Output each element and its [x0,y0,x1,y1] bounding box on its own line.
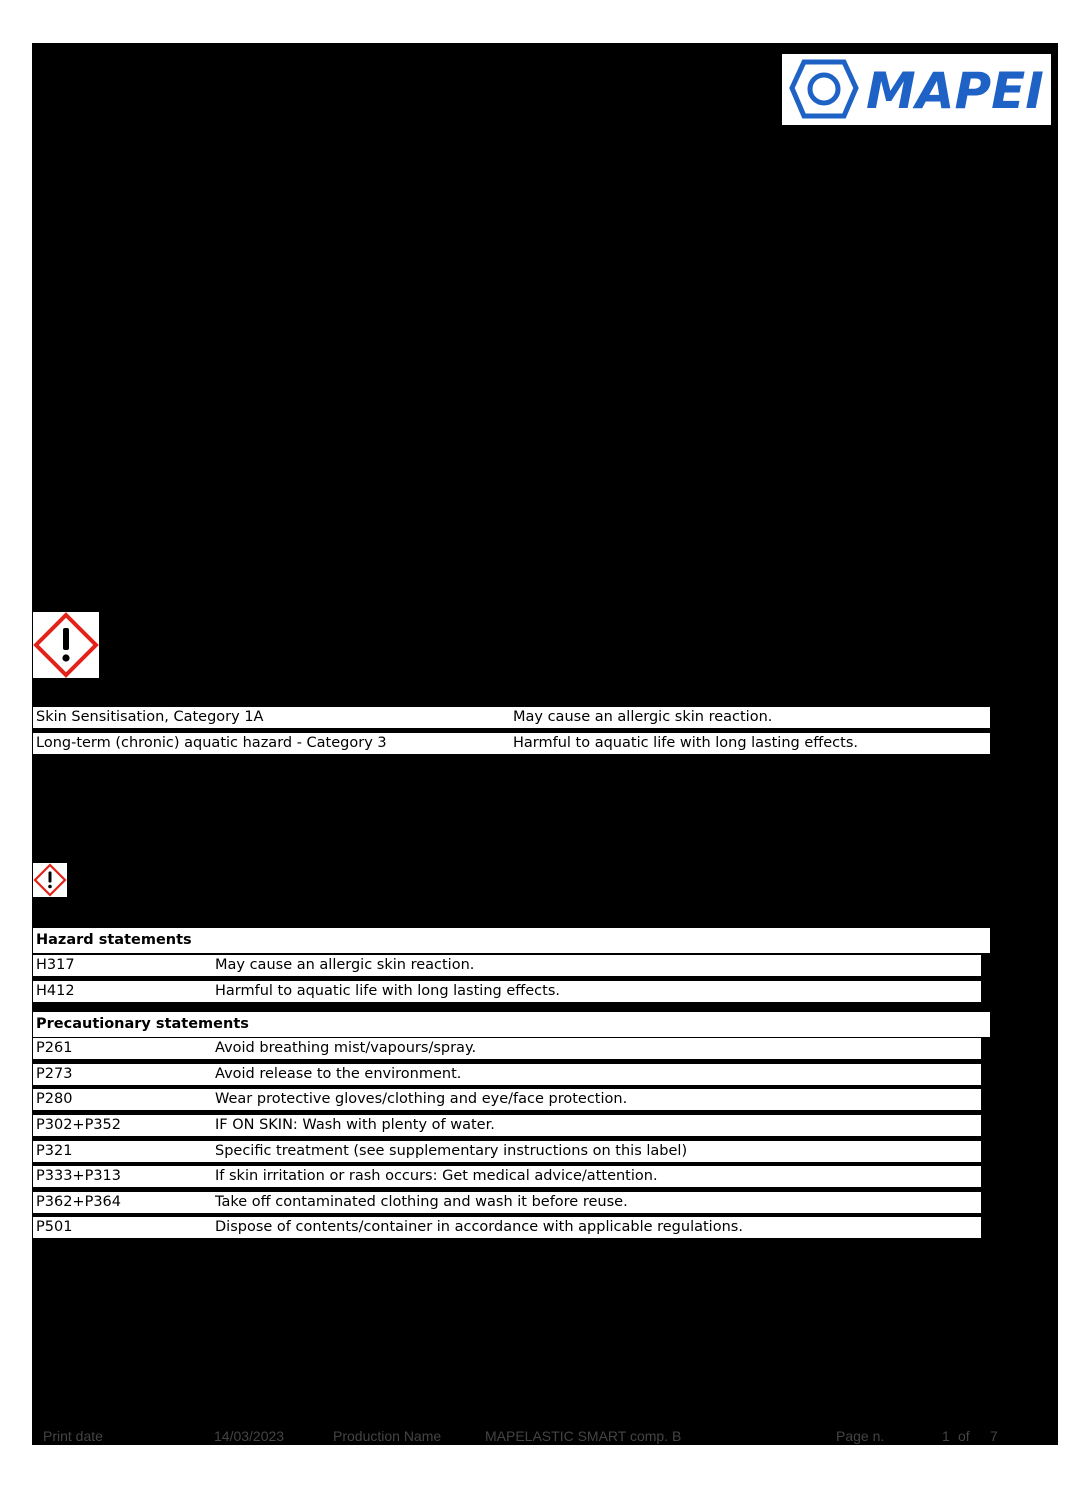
footer-page-of: of [958,1428,970,1444]
footer-page-total: 7 [990,1428,998,1444]
hazard-row [33,981,981,1002]
precautionary-text: Dispose of contents/container in accordance with applicable regulations. [215,1219,743,1235]
footer-page-number: 1 [942,1428,950,1444]
precautionary-text: Wear protective gloves/clothing and eye/face protection. [215,1091,628,1107]
precautionary-text: Specific treatment (see supplementary instructions on this label) [215,1143,688,1159]
hazard-pictogram-small [33,863,67,897]
classification-row [33,707,990,728]
footer-page-label: Page n. [836,1428,885,1444]
exclamation-icon [33,863,67,897]
classification-statement: May cause an allergic skin reaction. [513,709,773,725]
classification-statement: Harmful to aquatic life with long lasting effects. [513,735,858,751]
precautionary-text: Avoid release to the environment. [215,1066,462,1082]
precautionary-code: P321 [36,1143,73,1159]
precautionary-code: P273 [36,1066,73,1082]
classification-category: Skin Sensitisation, Category 1A [36,709,264,725]
precautionary-row [33,1038,981,1059]
precautionary-text: IF ON SKIN: Wash with plenty of water. [215,1117,495,1133]
precautionary-row [33,1217,981,1238]
section-title: Precautionary statements [36,1016,249,1032]
precautionary-row [33,1064,981,1085]
precautionary-code: P280 [36,1091,73,1107]
footer-print-date-label: Print date [43,1428,103,1444]
precautionary-code: P501 [36,1219,73,1235]
hazard-code: H317 [36,957,75,973]
hazard-code: H412 [36,983,75,999]
precautionary-row [33,1166,981,1187]
hazard-statements-header [33,928,990,953]
logo-wordmark: MAPEI [866,62,1044,120]
precautionary-row [33,1192,981,1213]
precautionary-statements-header [33,1012,990,1037]
precautionary-code: P362+P364 [36,1194,121,1210]
exclamation-icon [33,612,99,678]
hazard-text: Harmful to aquatic life with long lasting effects. [215,983,560,999]
precautionary-code: P333+P313 [36,1168,121,1184]
precautionary-row [33,1141,981,1162]
footer-print-date: 14/03/2023 [214,1428,285,1444]
precautionary-row [33,1089,981,1110]
classification-row [33,733,990,754]
footer-production-name: MAPELASTIC SMART comp. B [485,1428,682,1444]
precautionary-row [33,1115,981,1136]
section-title: Hazard statements [36,932,192,948]
hazard-text: May cause an allergic skin reaction. [215,957,475,973]
precautionary-code: P261 [36,1040,73,1056]
precautionary-code: P302+P352 [36,1117,121,1133]
precautionary-text: Take off contaminated clothing and wash it before reuse. [215,1194,628,1210]
hazard-row [33,955,981,976]
precautionary-text: If skin irritation or rash occurs: Get medical advice/attention. [215,1168,658,1184]
footer-production-name-label: Production Name [333,1428,442,1444]
hazard-pictogram-large [33,612,99,678]
precautionary-text: Avoid breathing mist/vapours/spray. [215,1040,477,1056]
mapei-logo [782,54,1051,125]
classification-category: Long-term (chronic) aquatic hazard - Category 3 [36,735,387,751]
